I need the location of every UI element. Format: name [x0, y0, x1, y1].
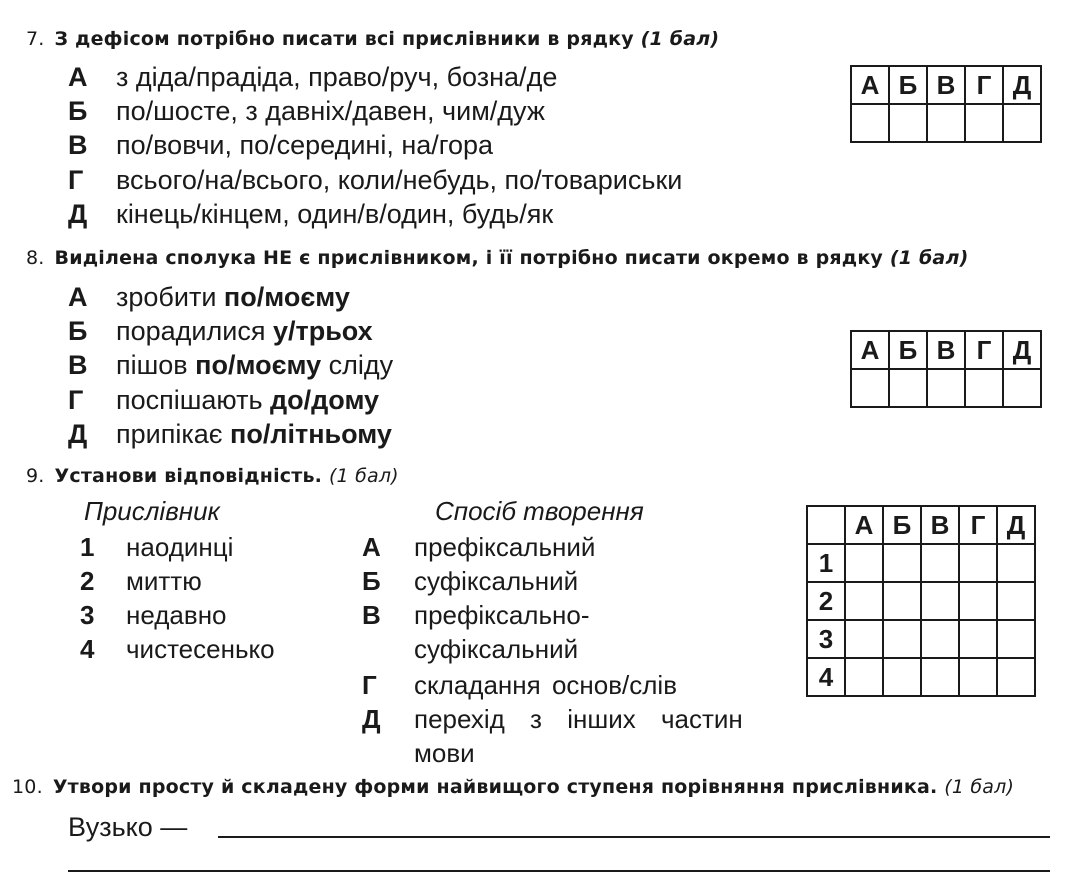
question-number: 9.: [26, 465, 45, 487]
item-text: префіксально-: [414, 600, 590, 630]
answer-cell[interactable]: [883, 658, 921, 696]
answer-cell[interactable]: [927, 369, 965, 407]
option-letter: А: [68, 282, 88, 312]
answer-cell[interactable]: [959, 620, 997, 658]
answer-cell[interactable]: [997, 582, 1035, 620]
grid-header-cell: Б: [889, 66, 927, 104]
answer-cell[interactable]: [1003, 104, 1041, 142]
answer-cell[interactable]: [883, 620, 921, 658]
grid-header-cell: Г: [965, 331, 1003, 369]
item-key: А: [362, 532, 381, 562]
answer-cell[interactable]: [883, 544, 921, 582]
question-number: 10.: [12, 776, 43, 798]
option-text: всього/на/всього, коли/небудь, по/товариськи: [116, 165, 683, 195]
question-number: 7.: [26, 28, 45, 50]
option-letter: Б: [68, 96, 88, 126]
grid-row-header: 4: [807, 658, 845, 696]
question-text: Утвори просту й складену форми найвищого ступеня порівняння прислівника.: [52, 776, 938, 798]
grid-header-cell: А: [851, 331, 889, 369]
option-text: пішов по/моєму сліду: [116, 350, 394, 380]
option-text: припікає по/літньому: [116, 419, 392, 449]
question-text: Установи відповідність.: [54, 465, 323, 487]
answer-cell[interactable]: [921, 620, 959, 658]
answer-cell[interactable]: [997, 620, 1035, 658]
option-text: поспішають до/дому: [116, 385, 380, 415]
q10-prompt: Вузько —: [68, 812, 188, 842]
item-key: 2: [80, 566, 95, 596]
question-7-heading: [26, 28, 719, 50]
answer-cell[interactable]: [921, 658, 959, 696]
item-text: перехід з інших частин: [414, 704, 743, 734]
item-text: чистесенько: [126, 634, 275, 664]
answer-cell[interactable]: [959, 544, 997, 582]
q9-answer-grid: [806, 505, 1036, 697]
grid-header-cell: А: [845, 506, 883, 544]
question-points: (1 бал): [328, 465, 399, 487]
grid-corner-cell: [807, 506, 845, 544]
item-text: миттю: [126, 566, 202, 596]
grid-header-cell: В: [921, 506, 959, 544]
option-letter: Г: [68, 385, 84, 415]
item-key: 3: [80, 600, 95, 630]
answer-cell[interactable]: [959, 658, 997, 696]
grid-header-cell: В: [927, 66, 965, 104]
item-text-continued: мови: [414, 738, 475, 768]
item-key: 4: [80, 634, 95, 664]
option-letter: Г: [68, 165, 84, 195]
q8-answer-grid: [850, 330, 1042, 408]
answer-cell[interactable]: [851, 104, 889, 142]
grid-header-cell: Г: [965, 66, 1003, 104]
question-8-heading: [26, 247, 968, 269]
answer-cell[interactable]: [845, 658, 883, 696]
grid-header-cell: Д: [1003, 66, 1041, 104]
grid-header-cell: Д: [997, 506, 1035, 544]
question-points: (1 бал): [640, 28, 720, 50]
item-text: префіксальний: [414, 532, 596, 562]
grid-row-header: 3: [807, 620, 845, 658]
option-text: кінець/кінцем, один/в/один, будь/як: [116, 199, 554, 229]
grid-header-cell: В: [927, 331, 965, 369]
item-text: недавно: [126, 600, 227, 630]
question-number: 8.: [26, 247, 45, 269]
answer-line[interactable]: [218, 836, 1050, 838]
answer-cell[interactable]: [845, 620, 883, 658]
option-letter: Д: [68, 199, 88, 229]
answer-cell[interactable]: [997, 658, 1035, 696]
question-points: (1 бал): [889, 247, 969, 269]
question-9-heading: [26, 465, 399, 487]
right-column-heading: Спосіб творення: [435, 496, 644, 526]
answer-cell[interactable]: [889, 369, 927, 407]
question-10-heading: [12, 776, 1014, 798]
item-text: суфіксальний: [414, 566, 579, 596]
item-key: Б: [362, 566, 381, 596]
answer-cell[interactable]: [959, 582, 997, 620]
option-text: з діда/прадіда, право/руч, бозна/де: [116, 62, 558, 92]
grid-header-cell: Г: [959, 506, 997, 544]
question-text: Виділена сполука НЕ є прислівником, і її потрібно писати окремо в рядку: [54, 247, 884, 269]
grid-header-cell: Д: [1003, 331, 1041, 369]
answer-cell[interactable]: [927, 104, 965, 142]
answer-cell[interactable]: [1003, 369, 1041, 407]
left-column-heading: Прислівник: [84, 496, 220, 526]
item-text-continued: суфіксальний: [414, 634, 579, 664]
answer-cell[interactable]: [965, 104, 1003, 142]
item-key: Г: [362, 670, 377, 700]
grid-header-cell: Б: [889, 331, 927, 369]
option-letter: Б: [68, 316, 88, 346]
question-text: З дефісом потрібно писати всі прислівники в рядку: [54, 28, 634, 50]
option-letter: В: [68, 350, 88, 380]
grid-header-cell: Б: [883, 506, 921, 544]
answer-cell[interactable]: [845, 582, 883, 620]
grid-row-header: 2: [807, 582, 845, 620]
question-points: (1 бал): [944, 776, 1015, 798]
answer-cell[interactable]: [845, 544, 883, 582]
grid-row-header: 1: [807, 544, 845, 582]
answer-cell[interactable]: [921, 544, 959, 582]
q7-answer-grid: [850, 65, 1042, 143]
answer-cell[interactable]: [851, 369, 889, 407]
option-letter: Д: [68, 419, 88, 449]
item-text: складання основ/слів: [414, 670, 678, 700]
answer-cell[interactable]: [965, 369, 1003, 407]
option-letter: В: [68, 130, 88, 160]
item-text: наодинці: [126, 532, 234, 562]
item-key: 1: [80, 532, 95, 562]
option-text: порадилися у/трьох: [116, 316, 373, 346]
item-key: Д: [362, 704, 381, 734]
option-text: по/вовчи, по/середині, на/гора: [116, 130, 494, 160]
answer-cell[interactable]: [883, 582, 921, 620]
answer-cell[interactable]: [921, 582, 959, 620]
option-text: по/шосте, з давніх/давен, чим/дуж: [116, 96, 545, 126]
answer-cell[interactable]: [889, 104, 927, 142]
answer-line[interactable]: [68, 870, 1050, 872]
option-text: зробити по/моєму: [116, 282, 350, 312]
answer-cell[interactable]: [997, 544, 1035, 582]
item-key: В: [362, 600, 381, 630]
option-letter: А: [68, 62, 88, 92]
grid-header-cell: А: [851, 66, 889, 104]
